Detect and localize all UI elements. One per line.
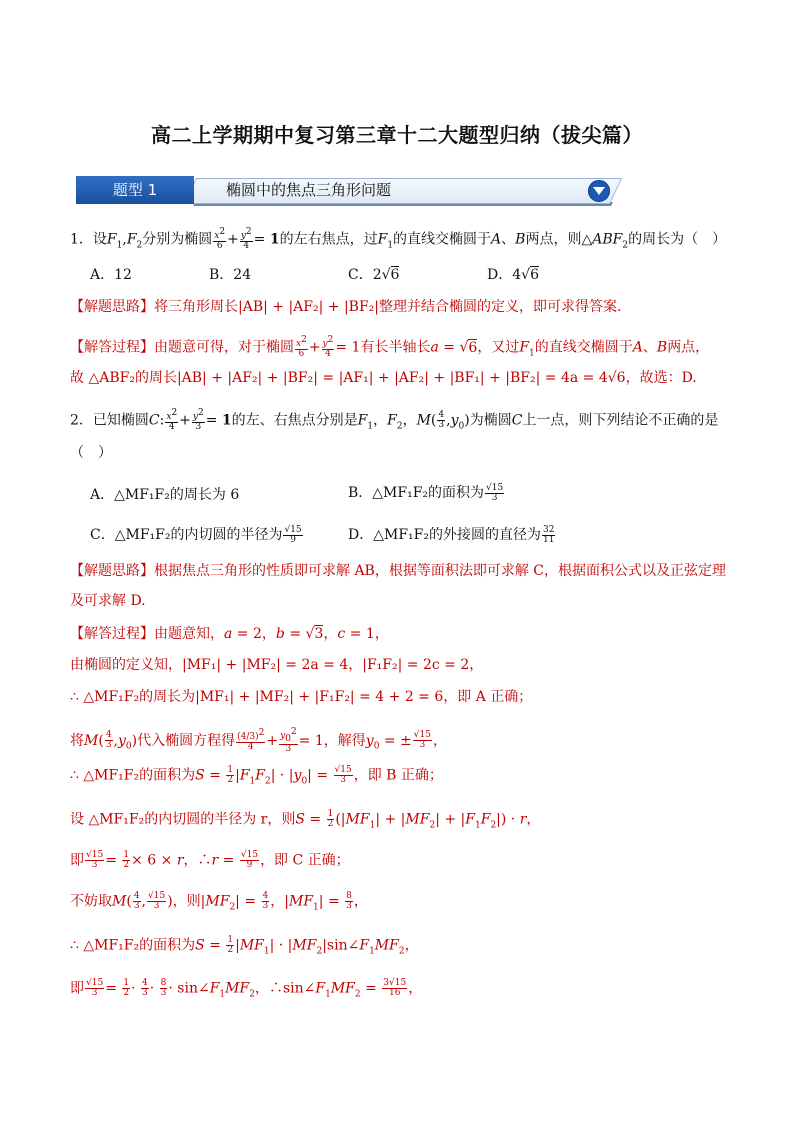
q2-process-line2: 由椭圆的定义知，|MF₁| + |MF₂| = 2a = 4，|F₁F₂| = 2c = 2，: [70, 657, 484, 673]
q2-option-c: C．△MF₁F₂的内切圆的半径为 $\frac{√15}{9}$: [90, 524, 302, 545]
q2-process-line1: 【解答过程】由题意知，a = 2，b = √3，c = 1，: [70, 626, 389, 642]
section-subtitle: 椭圆中的焦点三角形问题: [226, 181, 392, 199]
q2-option-a: A．△MF₁F₂的周长为 6: [90, 487, 240, 503]
q1-option-c: C．2√6: [348, 267, 400, 283]
section-tag: 题型 1: [76, 176, 194, 204]
q2-stem: 2．已知椭圆C: $\frac{x^2}{4}$ + $\frac{y^2}{3}$ = 1的左、右焦点分别是$F_1$，$F_2$，M( $\frac{4}{3}$ $,y_0$)为椭圆C上一点，则下列结论不正确的是: [70, 408, 719, 432]
q1-stem: 1．设$F_1,F_2$分别为椭圆 $\frac{x^2}{6}$ + $\frac{y^2}{4}$ = 1的左右焦点，过$F_1$的直线交椭圆于A、B两点，则$\triangle ABF_2$的周长为（ ）: [70, 227, 727, 251]
q2-process-line8: 不妨取M( $\frac{4}{3}$ , $\frac{√15}{3}$ )，则$|MF_2|$ = $\frac{4}{3}$ ，$|MF_1|$ = $\frac{8}{3}$ ，: [70, 891, 368, 913]
q1-option-a: A．12: [90, 267, 132, 283]
q1-option-d: D．4√6: [487, 267, 539, 283]
q2-process-line6: 设 △MF₁F₂的内切圆的半径为 r，则S = $\frac{1}{2}$ $(|MF_1| + |MF_2| + |F_1F_2|) \cdot r$，: [70, 809, 541, 831]
section-banner: [76, 176, 616, 204]
q2-option-b: B．△MF₁F₂的面积为 $\frac{√15}{3}$: [348, 482, 504, 503]
q1-process-line1: 【解答过程】由题意可得，对于椭圆 $\frac{x^2}{6}$ + $\frac{y^2}{4}$ = 1有长半轴长a = √6，又过$F_1$的直线交椭圆于A、B两点，: [70, 335, 710, 359]
q1-hint: 【解题思路】将三角形周长|AB| + |AF₂| + |BF₂|整理并结合椭圆的定义，即可求得答案.: [70, 299, 622, 315]
q2-stem-line2: （ ）: [70, 445, 112, 461]
q1-process-line2: 故 △ABF₂的周长|AB| + |AF₂| + |BF₂| = |AF₁| + |AF₂| + |BF₁| + |BF₂| = 4a = 4√6，故选：D.: [70, 370, 697, 386]
q2-option-d: D．△MF₁F₂的外接圆的直径为 $\frac{32}{11}$: [348, 524, 555, 545]
q2-hint-line2: 及可求解 D.: [70, 593, 146, 609]
q1-option-b: B．24: [209, 267, 252, 283]
q2-process-line4: 将M( $\frac{4}{3}$ $,y_0$)代入椭圆方程得 $\frac{(4/3)^2}{4}$ + $\frac{y_0^2}{3}$ = 1，解得$y_0$ = ± $\frac{√15}{3}$ ，: [70, 727, 447, 754]
q2-process-line7: 即 $\frac{√15}{3}$ = $\frac{1}{2}$ × 6 × r，∴r = $\frac{√15}{9}$ ，即 C 正确；: [70, 850, 350, 870]
q2-process-line3: ∴ △MF₁F₂的周长为|MF₁| + |MF₂| + |F₁F₂| = 4 + 2 = 6，即 A 正确；: [70, 689, 533, 705]
q2-process-line9: ∴ △MF₁F₂的面积为S = $\frac{1}{2}$ $|MF_1|$ · $|MF_2|\sin\angle F_1MF_2$，: [70, 935, 419, 957]
chevron-down-icon[interactable]: [588, 180, 610, 202]
page-title: 高二上学期期中复习第三章十二大题型归纳（拔尖篇）: [151, 123, 643, 147]
q2-process-line10: 即 $\frac{√15}{3}$ = $\frac{1}{2}$ · $\frac{4}{3}$ · $\frac{8}{3}$ · $\sin\angle F_1MF_2$，$\therefore\sin\angle F_1MF_2$ = $\frac{3√15}{16}$ ，: [70, 978, 423, 1000]
q2-process-line5: ∴ △MF₁F₂的面积为S = $\frac{1}{2}$ $|F_1F_2| \cdot |y_0|$ = $\frac{√15}{3}$ ，即 B 正确；: [70, 765, 443, 787]
q2-hint: 【解题思路】根据焦点三角形的性质即可求解 AB，根据等面积法即可求解 C，根据面积公式以及正弦定理: [70, 563, 727, 579]
